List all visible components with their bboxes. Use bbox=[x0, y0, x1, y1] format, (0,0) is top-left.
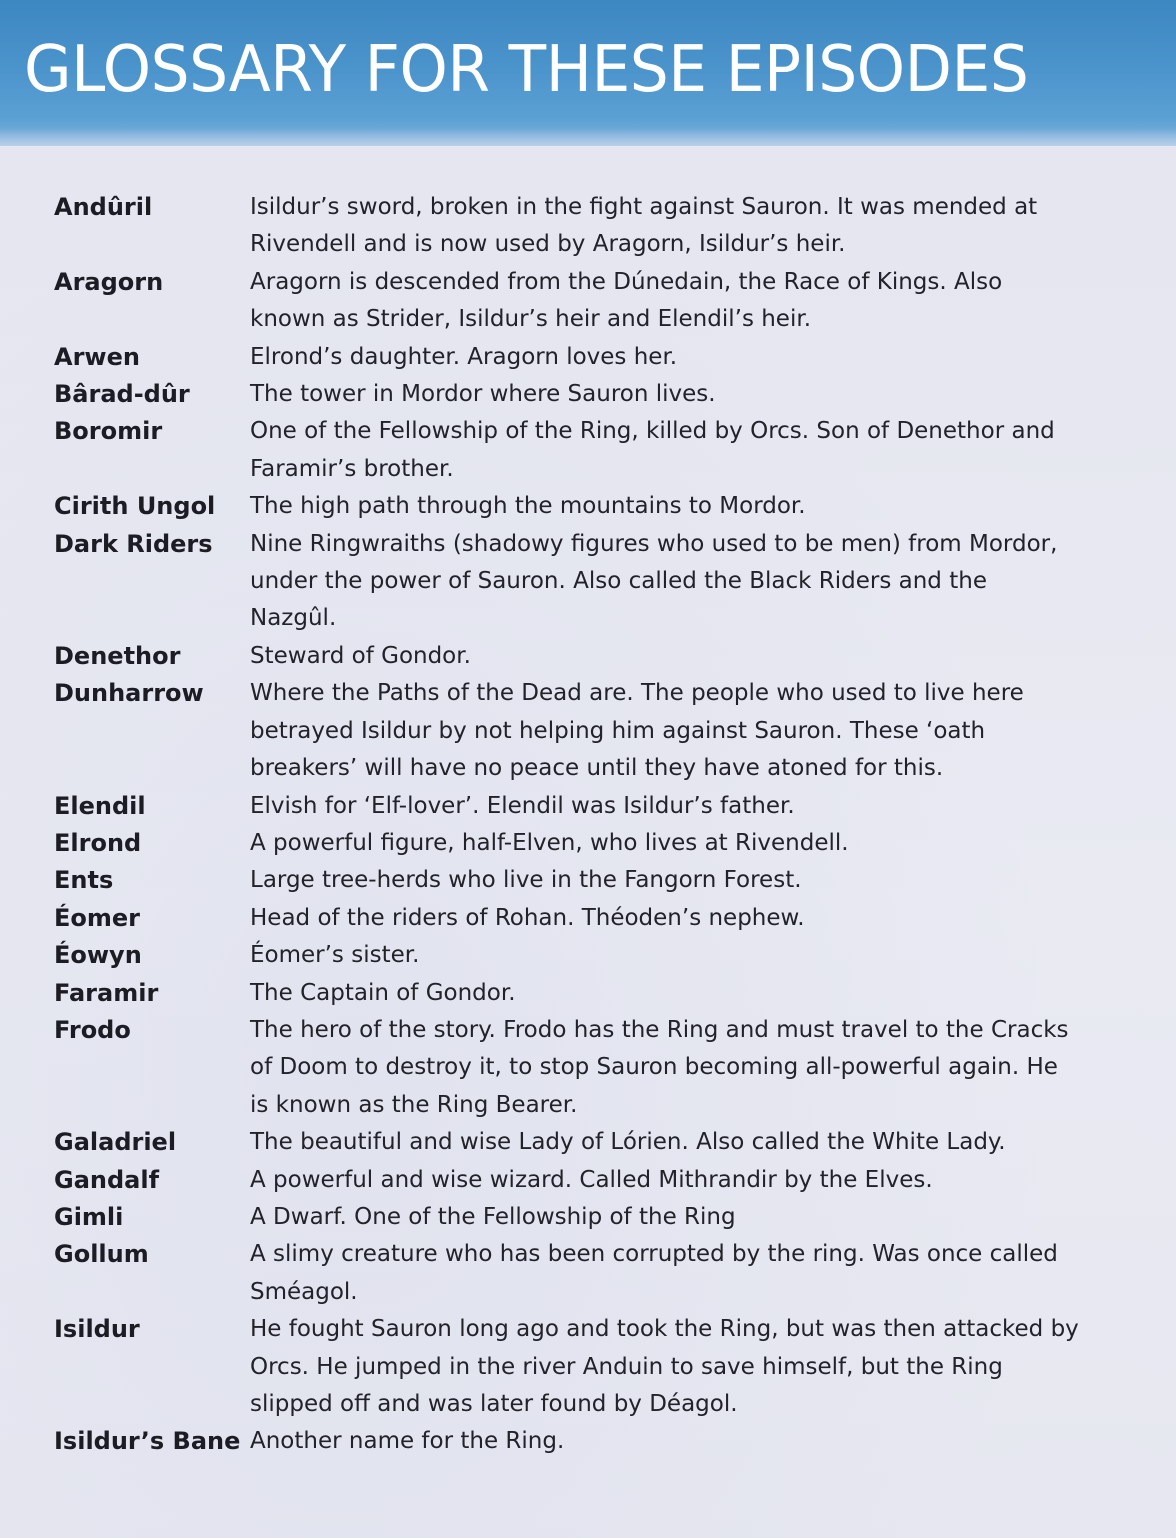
glossary-term: Dunharrow bbox=[54, 679, 204, 708]
glossary-term: Gandalf bbox=[54, 1165, 160, 1194]
glossary-definition: Nine Ringwraiths (shadowy figures who used to be men) from Mordor, under the power of Sauron. Also called the Black Riders and the Nazgûl. bbox=[250, 530, 1058, 632]
glossary-entry bbox=[0, 638, 1176, 675]
glossary-entry bbox=[0, 1236, 1176, 1311]
glossary-definition: A powerful and wise wizard. Called Mithrandir by the Elves. bbox=[250, 1166, 933, 1193]
glossary-term: Bârad-dûr bbox=[54, 380, 190, 409]
glossary-entry bbox=[0, 675, 1176, 787]
glossary-entry bbox=[0, 937, 1176, 974]
glossary-list bbox=[0, 189, 1176, 1461]
glossary-definition: The beautiful and wise Lady of Lórien. Also called the White Lady. bbox=[250, 1129, 1006, 1156]
glossary-entry bbox=[0, 189, 1176, 264]
glossary-entry bbox=[0, 1124, 1176, 1161]
glossary-term: Dark Riders bbox=[54, 529, 213, 558]
glossary-definition: The high path through the mountains to Mordor. bbox=[250, 493, 806, 520]
glossary-term: Andûril bbox=[54, 193, 153, 221]
glossary-entry bbox=[0, 1162, 1176, 1199]
glossary-term: Isildur bbox=[54, 1315, 140, 1344]
glossary-term: Arwen bbox=[54, 342, 140, 371]
glossary-term: Frodo bbox=[54, 1015, 131, 1044]
glossary-entry bbox=[0, 264, 1176, 339]
glossary-term: Éomer bbox=[54, 903, 141, 932]
glossary-entry bbox=[0, 1423, 1176, 1460]
glossary-definition: A powerful figure, half-Elven, who lives at Rivendell. bbox=[250, 829, 849, 856]
glossary-definition: A slimy creature who has been corrupted by the ring. Was once called Sméagol. bbox=[250, 1241, 1058, 1305]
glossary-entry bbox=[0, 975, 1176, 1012]
glossary-entry bbox=[0, 1199, 1176, 1236]
glossary-term: Cirith Ungol bbox=[54, 492, 216, 521]
glossary-definition: Steward of Gondor. bbox=[250, 642, 471, 669]
glossary-entry bbox=[0, 862, 1176, 899]
glossary-definition: Where the Paths of the Dead are. The people who used to live here betrayed Isildur by not helping him against Sauron. These ‘oath breakers’ will have no peace until they have atoned for this. bbox=[250, 680, 1024, 782]
glossary-term: Faramir bbox=[54, 978, 159, 1007]
glossary-definition: One of the Fellowship of the Ring, killed by Orcs. Son of Denethor and Faramir’s brother. bbox=[250, 418, 1055, 482]
glossary-entry bbox=[0, 376, 1176, 413]
glossary-term: Ents bbox=[54, 866, 114, 895]
glossary-term: Boromir bbox=[54, 417, 163, 446]
glossary-entry bbox=[0, 788, 1176, 825]
glossary-term: Gollum bbox=[54, 1240, 149, 1269]
glossary-definition: Éomer’s sister. bbox=[250, 942, 420, 969]
glossary-term: Galadriel bbox=[54, 1128, 177, 1157]
glossary-definition: Elrond’s daughter. Aragorn loves her. bbox=[250, 343, 678, 370]
glossary-definition: A Dwarf. One of the Fellowship of the Ring bbox=[250, 1203, 736, 1230]
glossary-entry bbox=[0, 526, 1176, 638]
glossary-entry bbox=[0, 413, 1176, 488]
glossary-definition: The tower in Mordor where Sauron lives. bbox=[250, 381, 716, 408]
glossary-entry bbox=[0, 825, 1176, 862]
glossary-definition: Isildur’s sword, broken in the fight against Sauron. It was mended at Rivendell and is now used by Aragorn, Isildur’s heir. bbox=[250, 194, 1038, 258]
glossary-term: Éowyn bbox=[54, 941, 142, 970]
glossary-entry bbox=[0, 1012, 1176, 1124]
glossary-entry bbox=[0, 339, 1176, 376]
glossary-definition: Head of the riders of Rohan. Théoden’s nephew. bbox=[250, 904, 805, 931]
glossary-entry bbox=[0, 900, 1176, 937]
glossary-entry bbox=[0, 488, 1176, 525]
page-title: GLOSSARY FOR THESE EPISODES bbox=[24, 33, 1029, 107]
glossary-definition: Aragorn is descended from the Dúnedain, the Race of Kings. Also known as Strider, Isildur’s heir and Elendil’s heir. bbox=[250, 268, 1003, 333]
glossary-definition: The Captain of Gondor. bbox=[250, 979, 516, 1006]
header-banner bbox=[0, 0, 1176, 146]
glossary-definition: He fought Sauron long ago and took the Ring, but was then attacked by Orcs. He jumped in the river Anduin to save himself, but the Ring slipped off and was later found by Déagol. bbox=[250, 1316, 1079, 1417]
glossary-definition: Large tree-herds who live in the Fangorn Forest. bbox=[250, 867, 802, 894]
glossary-term: Elrond bbox=[54, 828, 142, 857]
glossary-term: Elendil bbox=[54, 791, 146, 820]
glossary-definition: Another name for the Ring. bbox=[250, 1428, 565, 1455]
glossary-definition: Elvish for ‘Elf-lover’. Elendil was Isildur’s father. bbox=[250, 792, 795, 819]
glossary-term: Denethor bbox=[54, 641, 181, 670]
glossary-term: Isildur’s Bane bbox=[54, 1427, 241, 1456]
glossary-definition: The hero of the story. Frodo has the Ring and must travel to the Cracks of Doom to destroy it, to stop Sauron becoming all-powerful again. He is known as the Ring Bearer. bbox=[250, 1016, 1069, 1118]
glossary-term: Gimli bbox=[54, 1202, 124, 1231]
glossary-term: Aragorn bbox=[54, 267, 164, 296]
glossary-entry bbox=[0, 1311, 1176, 1423]
